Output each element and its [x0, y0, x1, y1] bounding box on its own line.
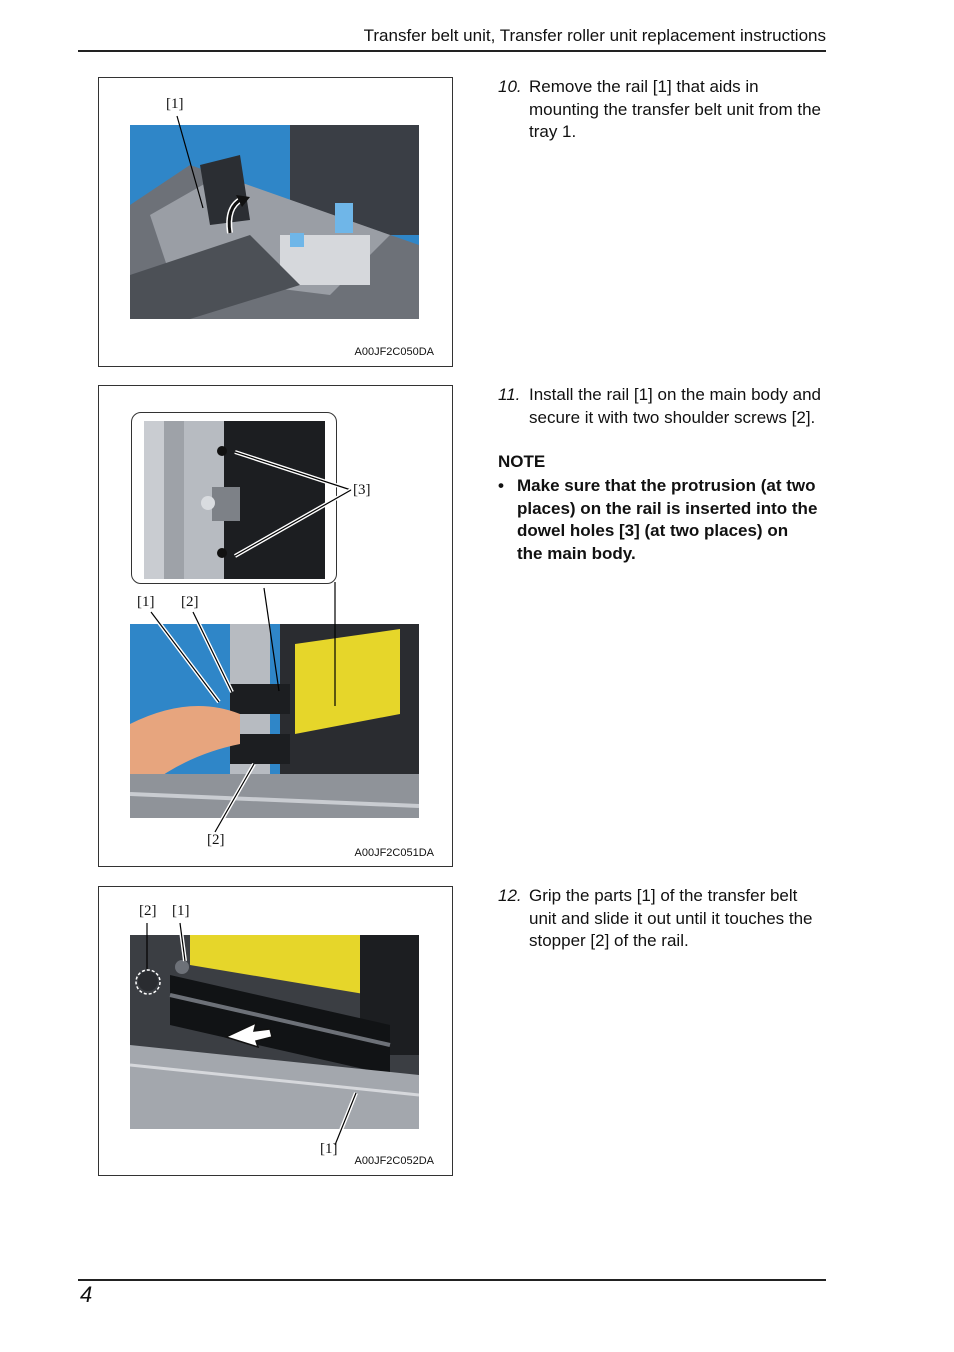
- step-12: [498, 885, 828, 953]
- step-number: 12.: [498, 886, 522, 905]
- callout-label: [3]: [353, 482, 371, 498]
- callout-label: [1]: [137, 594, 155, 610]
- step-text: Grip the parts [1] of the transfer belt unit and slide it out until it touches the stopper [2] of the rail.: [529, 886, 813, 950]
- figure-code: A00JF2C052DA: [354, 1155, 434, 1167]
- step-text: Remove the rail [1] that aids in mounting the transfer belt unit from the tray 1.: [529, 77, 821, 141]
- figure-1: [98, 77, 453, 367]
- callout-label: [2]: [181, 594, 199, 610]
- figure-2: [98, 385, 453, 867]
- note-bullet: [498, 475, 818, 565]
- running-header: Transfer belt unit, Transfer roller unit replacement instructions: [363, 26, 826, 45]
- bullet-dot: •: [498, 476, 504, 495]
- footer-rule: [78, 1279, 826, 1281]
- callout-label: [1]: [320, 1141, 338, 1157]
- header-rule: [78, 50, 826, 52]
- callout-label: [1]: [172, 903, 190, 919]
- step-11: [498, 384, 828, 429]
- page-number: 4: [80, 1282, 93, 1307]
- callout-label: [2]: [207, 832, 225, 848]
- callout-label: [2]: [139, 903, 157, 919]
- figure-3: [98, 886, 453, 1176]
- note-text: Make sure that the protrusion (at two places) on the rail is inserted into the dowel holes [3] (at two places) on the main body.: [517, 476, 818, 563]
- step-number: 10.: [498, 77, 522, 96]
- figure-code: A00JF2C051DA: [354, 847, 434, 859]
- callout-label: [1]: [166, 96, 184, 112]
- figure-code: A00JF2C050DA: [354, 346, 434, 358]
- step-text: Install the rail [1] on the main body and secure it with two shoulder screws [2].: [529, 385, 822, 427]
- leader-lines: [99, 386, 452, 866]
- step-10: [498, 76, 828, 144]
- note-heading: NOTE: [498, 452, 546, 471]
- leader-line: [99, 78, 452, 366]
- step-number: 11.: [498, 385, 521, 404]
- leader-lines: [99, 887, 452, 1175]
